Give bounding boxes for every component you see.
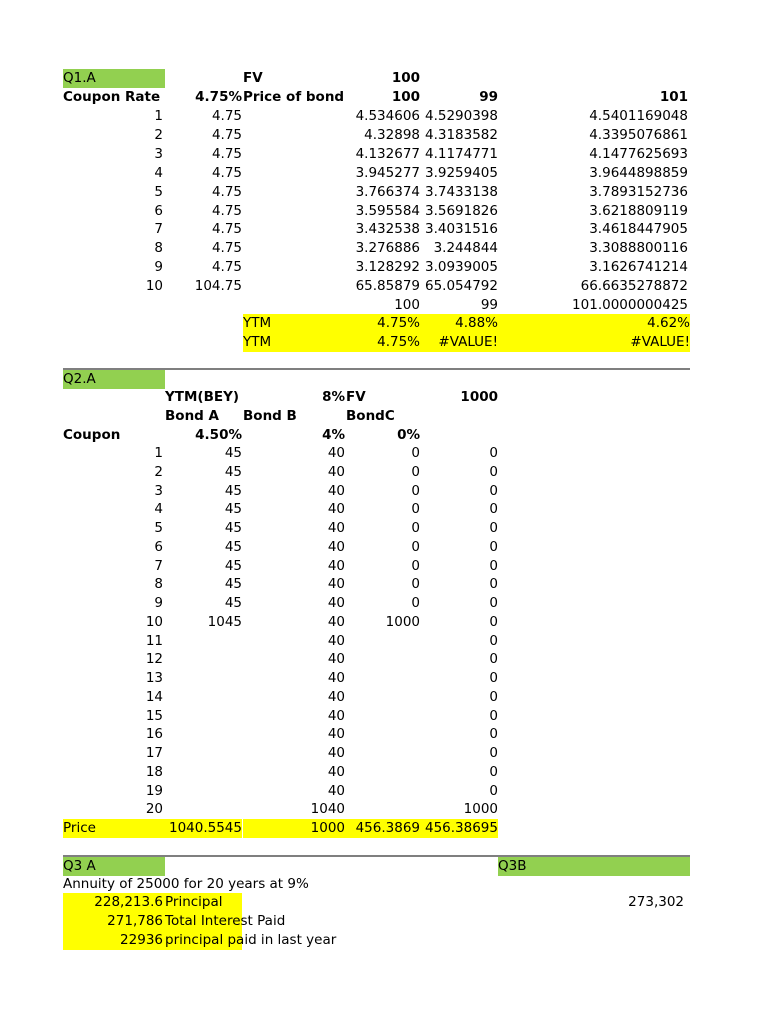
- q2-bond-b-cf: 40: [327, 482, 345, 499]
- q2-bond-d-cf: 0: [489, 595, 498, 611]
- q1-pv-100: 3.766374: [355, 183, 420, 200]
- q2-bond-c-cf: [346, 669, 420, 688]
- q2-bond-c-header: BondC: [346, 408, 395, 424]
- q2-coupon-a: 4.50%: [195, 427, 242, 443]
- q3a-section-label: Q3 A: [63, 857, 165, 876]
- q2-bond-b-header: Bond B: [243, 408, 297, 424]
- q2-bond-a-header: Bond A: [165, 408, 219, 424]
- q2-bond-b-cf: 40: [327, 557, 345, 574]
- q2-period: 6: [154, 538, 163, 555]
- q1-sum-99: 99: [480, 297, 498, 313]
- q2-bond-b-cf: 40: [327, 782, 345, 799]
- q2-bond-c-cf: 0: [411, 576, 420, 593]
- q2-bond-d-cf: 0: [489, 651, 498, 668]
- q2-bond-b-cf: 40: [327, 651, 345, 668]
- q2-period: 1: [154, 445, 163, 461]
- q1-ytm-label: YTM: [243, 314, 320, 333]
- q2-bond-c-cf: 0: [411, 520, 420, 536]
- q2-bond-c-cf: [346, 744, 420, 763]
- q2-period: 10: [145, 613, 163, 630]
- q1-pv-100: 4.534606: [355, 108, 420, 124]
- q1-cashflow: 4.75: [211, 240, 242, 257]
- q2-bond-a-cf: 45: [224, 501, 242, 518]
- q1-cashflow: 4.75: [211, 259, 242, 276]
- q2-bond-a-cf: 45: [224, 538, 242, 555]
- q2-bond-b-cf: 1040: [310, 801, 345, 818]
- q2-bond-a-cf: [165, 782, 242, 801]
- q2-bond-b-cf: 40: [327, 670, 345, 686]
- q2-bond-c-cf: [346, 707, 420, 726]
- q2-period: 3: [154, 482, 163, 499]
- q2-bond-d-cf: 0: [489, 707, 498, 724]
- q1-pv-101: 3.6218809119: [589, 202, 688, 219]
- q1-pv-99: 3.244844: [433, 240, 498, 257]
- q1-sum-100: 100: [394, 297, 420, 313]
- q2-bond-a-cf: [165, 632, 242, 651]
- q2-bond-a-cf: [165, 763, 242, 782]
- q2-period: 14: [145, 688, 163, 705]
- q1-price-101: 101: [659, 89, 688, 105]
- q2-bond-c-cf: 0: [411, 595, 420, 611]
- q2-period: 17: [145, 745, 163, 761]
- q2-period: 2: [154, 463, 163, 480]
- q2-bond-c-cf: 0: [411, 501, 420, 518]
- q3-principal-value: 228,213.6: [63, 893, 165, 912]
- q2-bond-c-cf: 0: [411, 482, 420, 499]
- q2-bond-a-cf: [165, 688, 242, 707]
- q2-period: 4: [154, 501, 163, 518]
- q1-ytm2-100: 4.75%: [320, 333, 420, 352]
- q1-pv-101: 4.5401169048: [589, 108, 688, 124]
- q2-bond-d-cf: 0: [489, 501, 498, 518]
- q3b-value: 273,302: [628, 894, 684, 910]
- q2-bond-d-cf: 0: [489, 632, 498, 649]
- q1-pv-101: 4.1477625693: [589, 145, 688, 162]
- q1-pv-101: 66.6635278872: [580, 278, 688, 295]
- q2-period: 7: [154, 557, 163, 574]
- q2-fv-value: 1000: [460, 389, 498, 405]
- q2-period: 19: [145, 782, 163, 799]
- q1-cashflow: 4.75: [211, 126, 242, 143]
- q2-bond-d-cf: 0: [489, 557, 498, 574]
- q1-pv-101: 3.9644898859: [589, 164, 688, 181]
- q2-bond-d-cf: 0: [489, 482, 498, 499]
- q1-pv-99: 65.054792: [424, 278, 498, 295]
- q1-pv-101: 4.3395076861: [589, 126, 688, 143]
- q2-bond-c-cf: 0: [411, 445, 420, 461]
- q2-coupon-label: Coupon: [63, 427, 121, 443]
- q1-period: 2: [154, 126, 163, 143]
- q2-bond-a-cf: [165, 707, 242, 726]
- q1-pv-100: 4.132677: [355, 145, 420, 162]
- q2-bond-c-cf: 0: [411, 557, 420, 574]
- q3-last-year-value: 22936: [63, 931, 165, 950]
- q2-bond-b-cf: 40: [327, 576, 345, 593]
- q1-period: 9: [154, 259, 163, 276]
- q1-cashflow: 4.75: [211, 202, 242, 219]
- q1-cashflow: 4.75: [211, 164, 242, 181]
- q2-price-c: 456.3869: [345, 819, 420, 838]
- q1-pv-101: 3.3088800116: [589, 240, 688, 257]
- q1-section-label: Q1.A: [63, 69, 165, 88]
- q2-bond-c-cf: [346, 782, 420, 801]
- q1-period: 10: [145, 278, 163, 295]
- q2-price-label: Price: [63, 819, 165, 838]
- q2-period: 12: [145, 651, 163, 668]
- q2-bond-b-cf: 40: [327, 463, 345, 480]
- q1-pv-99: 3.0939005: [424, 259, 498, 276]
- q2-bond-d-cf: 1000: [463, 801, 498, 818]
- q2-period: 5: [154, 520, 163, 536]
- q1-pv-99: 4.5290398: [424, 108, 498, 124]
- q2-bond-b-cf: 40: [327, 632, 345, 649]
- q1-price-100: 100: [391, 89, 420, 105]
- q2-bond-a-cf: 45: [224, 445, 242, 461]
- q2-bond-c-cf: [346, 688, 420, 707]
- q1-sum-101: 101.0000000425: [572, 297, 688, 313]
- q2-bond-b-cf: 40: [327, 538, 345, 555]
- q2-bond-c-cf: 1000: [385, 613, 420, 630]
- q2-bond-a-cf: 45: [224, 520, 242, 536]
- q1-cashflow: 4.75: [211, 221, 242, 238]
- q2-bond-d-cf: 0: [489, 445, 498, 461]
- q2-bond-d-cf: 0: [489, 745, 498, 761]
- q1-cashflow: 4.75: [211, 145, 242, 162]
- q2-period: 16: [145, 726, 163, 743]
- q2-period: 11: [145, 632, 163, 649]
- q1-price-99: 99: [479, 89, 498, 105]
- q1-pv-99: 3.9259405: [424, 164, 498, 181]
- q1-ytm2-101: #VALUE!: [498, 333, 690, 352]
- q1-price-label: Price of bond: [243, 89, 345, 105]
- q2-bond-d-cf: 0: [489, 576, 498, 593]
- q1-cashflow: 104.75: [194, 278, 242, 295]
- q2-bond-b-cf: 40: [327, 445, 345, 461]
- q2-bond-a-cf: [165, 725, 242, 744]
- q1-period: 8: [154, 240, 163, 257]
- q2-bond-c-cf: [346, 800, 420, 819]
- q2-bond-b-cf: 40: [327, 688, 345, 705]
- q2-period: 8: [154, 576, 163, 593]
- q2-bond-d-cf: 0: [489, 782, 498, 799]
- q2-ytm-value: 8%: [322, 389, 345, 405]
- q2-bond-c-cf: 0: [411, 463, 420, 480]
- q1-pv-101: 3.4618447905: [589, 221, 688, 238]
- q2-bond-d-cf: 0: [489, 726, 498, 743]
- q2-bond-d-cf: 0: [489, 520, 498, 536]
- q2-bond-b-cf: 40: [327, 520, 345, 536]
- q2-bond-d-cf: 0: [489, 763, 498, 780]
- q2-bond-a-cf: [165, 669, 242, 688]
- q3-last-year-label: principal paid in last year: [165, 932, 337, 948]
- q2-bond-d-cf: 0: [489, 613, 498, 630]
- q1-pv-100: 4.32898: [364, 126, 420, 143]
- q3-principal-label: Principal: [165, 893, 242, 912]
- q2-bond-a-cf: 45: [224, 595, 242, 611]
- q1-fv-value: 100: [391, 70, 420, 86]
- q2-bond-a-cf: [165, 650, 242, 669]
- q1-pv-100: 3.276886: [355, 240, 420, 257]
- q1-pv-99: 3.7433138: [424, 183, 498, 200]
- q3-interest-value: 271,786: [63, 912, 165, 931]
- q1-period: 6: [154, 202, 163, 219]
- q1-pv-100: 65.85879: [355, 278, 420, 295]
- q1-period: 7: [154, 221, 163, 238]
- q2-bond-c-cf: [346, 763, 420, 782]
- q2-price-d: 456.38695: [420, 819, 498, 838]
- q1-pv-101: 3.7893152736: [589, 183, 688, 200]
- q1-pv-99: 4.1174771: [424, 145, 498, 162]
- q3-interest-label: Total Interest Paid: [165, 913, 286, 929]
- q2-bond-b-cf: 40: [327, 745, 345, 761]
- q2-bond-a-cf: [165, 800, 242, 819]
- q2-bond-b-cf: 40: [327, 613, 345, 630]
- q2-bond-a-cf: 45: [224, 463, 242, 480]
- q3-annuity-text: Annuity of 25000 for 20 years at 9%: [63, 876, 309, 892]
- q2-period: 18: [145, 763, 163, 780]
- q1-cashflow: 4.75: [211, 183, 242, 200]
- q1-pv-100: 3.595584: [355, 202, 420, 219]
- q3b-section-label: Q3B: [498, 857, 690, 876]
- q2-period: 15: [145, 707, 163, 724]
- q2-bond-b-cf: 40: [327, 501, 345, 518]
- q2-fv-label: FV: [346, 389, 366, 405]
- q2-section-label: Q2.A: [63, 370, 165, 389]
- q1-pv-99: 3.4031516: [424, 221, 498, 238]
- q2-coupon-c: 0%: [397, 427, 420, 443]
- q2-bond-d-cf: 0: [489, 688, 498, 705]
- q1-period: 4: [154, 164, 163, 181]
- q2-bond-b-cf: 40: [327, 726, 345, 743]
- q2-bond-b-cf: 40: [327, 595, 345, 611]
- q2-price-a: 1040.5545: [165, 819, 242, 838]
- q2-bond-b-cf: 40: [327, 763, 345, 780]
- q1-fv-label: FV: [243, 70, 263, 86]
- q1-period: 5: [154, 183, 163, 200]
- q2-coupon-b: 4%: [322, 427, 345, 443]
- q2-period: 20: [145, 801, 163, 818]
- q1-period: 3: [154, 145, 163, 162]
- q1-cashflow: 4.75: [211, 108, 242, 124]
- q1-pv-101: 3.1626741214: [589, 259, 688, 276]
- q1-pv-100: 3.432538: [355, 221, 420, 238]
- q2-bond-d-cf: 0: [489, 538, 498, 555]
- q1-pv-100: 3.945277: [355, 164, 420, 181]
- q1-period: 1: [154, 108, 163, 124]
- q2-bond-c-cf: 0: [411, 538, 420, 555]
- q2-bond-a-cf: 45: [224, 576, 242, 593]
- q2-bond-a-cf: [165, 744, 242, 763]
- q1-ytm2-label: YTM: [243, 333, 320, 352]
- q2-bond-c-cf: [346, 725, 420, 744]
- q1-ytm-99: 4.88%: [420, 314, 498, 333]
- q1-pv-100: 3.128292: [355, 259, 420, 276]
- q2-bond-c-cf: [346, 650, 420, 669]
- q2-period: 9: [154, 595, 163, 611]
- q1-ytm-101: 4.62%: [498, 314, 690, 333]
- q1-coupon-rate-label: Coupon Rate: [63, 89, 161, 105]
- q1-coupon-rate: 4.75%: [195, 89, 242, 105]
- q1-ytm-100: 4.75%: [320, 314, 420, 333]
- q2-bond-a-cf: 45: [224, 482, 242, 499]
- q2-price-b: 1000: [243, 819, 345, 838]
- q1-ytm2-99: #VALUE!: [420, 333, 498, 352]
- q2-bond-a-cf: 45: [224, 557, 242, 574]
- q2-bond-c-cf: [346, 632, 420, 651]
- q2-bond-d-cf: 0: [489, 463, 498, 480]
- q1-pv-99: 3.5691826: [424, 202, 498, 219]
- q1-pv-99: 4.3183582: [424, 126, 498, 143]
- q2-bond-d-cf: 0: [489, 670, 498, 686]
- q2-bond-b-cf: 40: [327, 707, 345, 724]
- q2-ytm-label: YTM(BEY): [165, 389, 240, 405]
- q2-bond-a-cf: 1045: [207, 613, 242, 630]
- q2-period: 13: [145, 670, 163, 686]
